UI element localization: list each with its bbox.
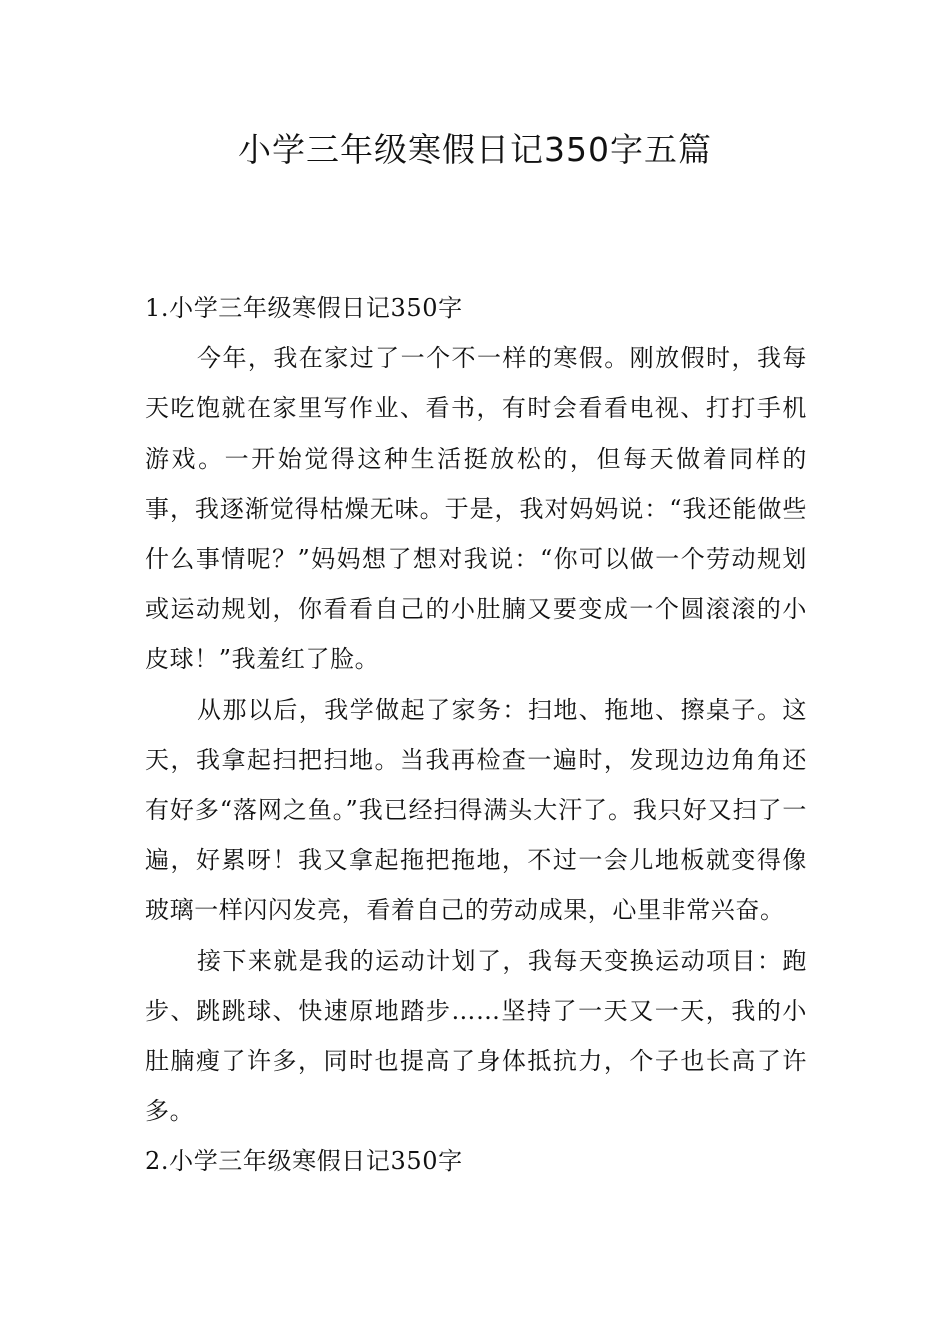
document-body (145, 283, 807, 1187)
section-heading-2: 2.小学三年级寒假日记350字 (145, 1147, 463, 1176)
paragraph-2: 从那以后，我学做起了家务：扫地、拖地、擦桌子。这天，我拿起扫把扫地。当我再检查一遍时，发现边边角角还有好多“落网之鱼。”我已经扫得满头大汗了。我只好又扫了一遍，好累呀！我又拿起拖把拖地，不过一会儿地板就变得像玻璃一样闪闪发亮，看着自己的劳动成果，心里非常兴奋。 (145, 695, 807, 925)
paragraph-1: 今年，我在家过了一个不一样的寒假。刚放假时，我每天吃饱就在家里写作业、看书，有时会看看电视、打打手机游戏。一开始觉得这种生活挺放松的，但每天做着同样的事，我逐渐觉得枯燥无味。于是，我对妈妈说：“我还能做些什么事情呢？”妈妈想了想对我说：“你可以做一个劳动规划或运动规划，你看看自己的小肚腩又要变成一个圆滚滚的小皮球！”我羞红了脸。 (145, 344, 807, 674)
paragraph-3: 接下来就是我的运动计划了，我每天变换运动项目：跑步、跳跳球、快速原地踏步……坚持了一天又一天，我的小肚腩瘦了许多，同时也提高了身体抵抗力，个子也长高了许多。 (145, 946, 807, 1126)
section-heading-1: 1.小学三年级寒假日记350字 (145, 294, 463, 322)
document-title: 小学三年级寒假日记350字五篇 (238, 130, 712, 169)
